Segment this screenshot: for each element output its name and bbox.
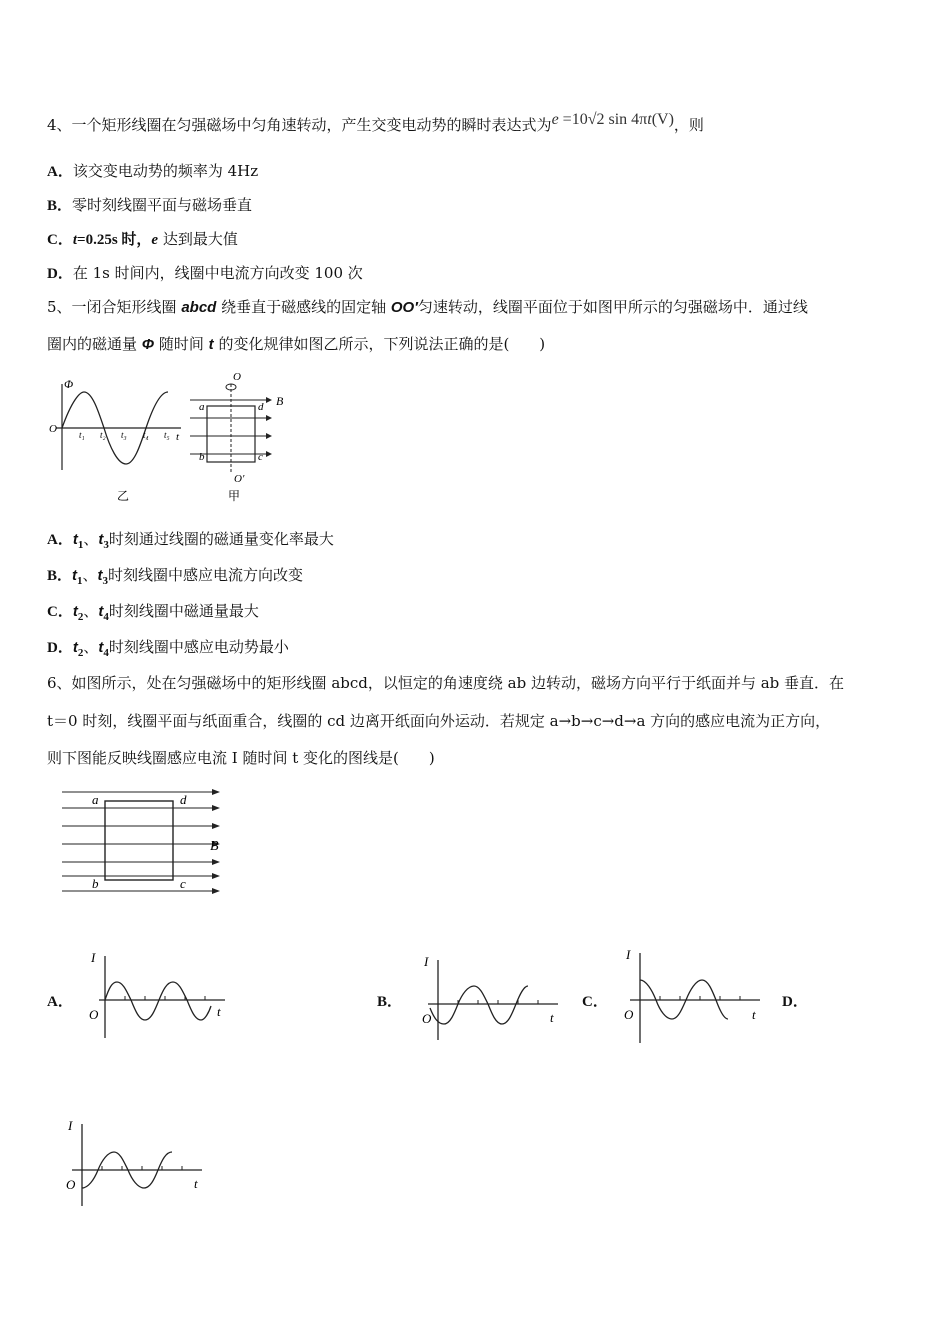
q6-option-d-graph[interactable]	[62, 1118, 212, 1213]
q5-diagram-jia	[188, 370, 298, 505]
q6-option-a-graph[interactable]	[85, 948, 235, 1043]
svg-text:d: d	[180, 792, 187, 807]
q6-stem-line3: 则下图能反映线圈感应电流 I 随时间 t 变化的图线是( )	[47, 749, 435, 767]
svg-text:O: O	[89, 1007, 99, 1022]
svg-text:O: O	[422, 1011, 432, 1026]
svg-text:t: t	[217, 1004, 221, 1019]
q4-formula: e =10√2 sin 4πt(V)	[551, 111, 674, 128]
caption-yi: 乙	[117, 489, 130, 503]
q4-option-d[interactable]: D．在 1s 时间内，线圈中电流方向改变 100 次	[47, 264, 363, 282]
q6-option-c-graph[interactable]	[620, 945, 770, 1045]
svg-text:I: I	[68, 1118, 73, 1133]
tick-t3: t₃	[121, 430, 127, 440]
svg-text:t: t	[752, 1007, 756, 1022]
q6-coil-diagram	[60, 788, 230, 898]
q5-option-c[interactable]: C．$t_2$、$t_4$时刻线圈中磁通量最大	[47, 602, 259, 623]
coil-abcd	[105, 801, 173, 880]
current-curve	[430, 986, 528, 1024]
svg-text:B: B	[276, 394, 284, 408]
q6-option-a-label[interactable]: A．	[47, 994, 73, 1010]
svg-text:I: I	[626, 947, 631, 962]
svg-text:c: c	[258, 451, 263, 463]
q6-option-d-label[interactable]: D．	[782, 994, 808, 1010]
tick-t2: t₂	[100, 430, 106, 440]
svg-text:I: I	[91, 950, 96, 965]
svg-text:a: a	[92, 792, 99, 807]
t-label: t	[176, 431, 180, 443]
q4-stem-text: 4、一个矩形线圈在匀强磁场中匀角速转动，产生交变电动势的瞬时表达式为	[47, 116, 552, 134]
q5-stem-line2: 圈内的磁通量 Φ 随时间 t 的变化规律如图乙所示，下列说法正确的是( )	[47, 335, 546, 353]
svg-text:b: b	[199, 451, 205, 463]
current-curve	[105, 982, 211, 1020]
q5-option-b[interactable]: B．$t_1$、$t_3$时刻线圈中感应电流方向改变	[47, 566, 304, 587]
q5-option-a[interactable]: A．$t_1$、$t_3$时刻通过线圈的磁通量变化率最大	[47, 530, 334, 551]
q6-stem-line2: t＝0 时刻，线圈平面与纸面重合，线圈的 cd 边离开纸面向外运动．若规定 a→b→c→d→a 方向的感应电流为正方向，	[47, 712, 831, 730]
phi-label: Φ	[64, 377, 74, 391]
svg-text:O: O	[66, 1177, 76, 1192]
q5-graph-yi	[46, 370, 186, 505]
q4-option-b[interactable]: B．零时刻线圈平面与磁场垂直	[47, 196, 253, 214]
q4-option-a[interactable]: A．该交变电动势的频率为 4Hz	[47, 162, 259, 180]
q5-option-d[interactable]: D．$t_2$、$t_4$时刻线圈中感应电动势最小	[47, 638, 289, 659]
q6-option-c-label[interactable]: C．	[582, 994, 608, 1010]
svg-text:O: O	[233, 371, 241, 383]
q6-option-b-label[interactable]: B．	[377, 994, 403, 1010]
q6-option-b-graph[interactable]	[418, 952, 568, 1047]
q4-stem: 4、一个矩形线圈在匀强磁场中匀角速转动，产生交变电动势的瞬时表达式为e =10√2 sin 4πt(V)，则	[47, 111, 704, 134]
q4-option-c[interactable]: C．t=0.25s 时，e 达到最大值	[47, 230, 238, 248]
svg-text:I: I	[424, 954, 429, 969]
q5-stem-line1: 5、一闭合矩形线圈 abcd 绕垂直于磁感线的固定轴 OO′匀速转动，线圈平面位于如图甲所示的匀强磁场中．通过线	[47, 298, 808, 316]
svg-text:c: c	[180, 876, 186, 891]
origin-label: O	[49, 423, 57, 435]
svg-text:t: t	[194, 1176, 198, 1191]
svg-text:B: B	[210, 839, 219, 854]
q6-stem-line1: 6、如图所示，处在匀强磁场中的矩形线圈 abcd，以恒定的角速度绕 ab 边转动，磁场方向平行于纸面并与 ab 垂直．在	[47, 674, 845, 692]
svg-text:t: t	[550, 1010, 554, 1025]
svg-text:d: d	[258, 401, 264, 413]
svg-text:b: b	[92, 876, 99, 891]
tick-t1: t₁	[79, 430, 85, 440]
tick-t4: t₄	[143, 430, 149, 440]
caption-jia: 甲	[228, 489, 241, 503]
svg-text:O: O	[624, 1007, 634, 1022]
svg-text:a: a	[199, 401, 205, 413]
tick-t5: t₅	[164, 430, 170, 440]
svg-text:O′: O′	[234, 473, 245, 485]
